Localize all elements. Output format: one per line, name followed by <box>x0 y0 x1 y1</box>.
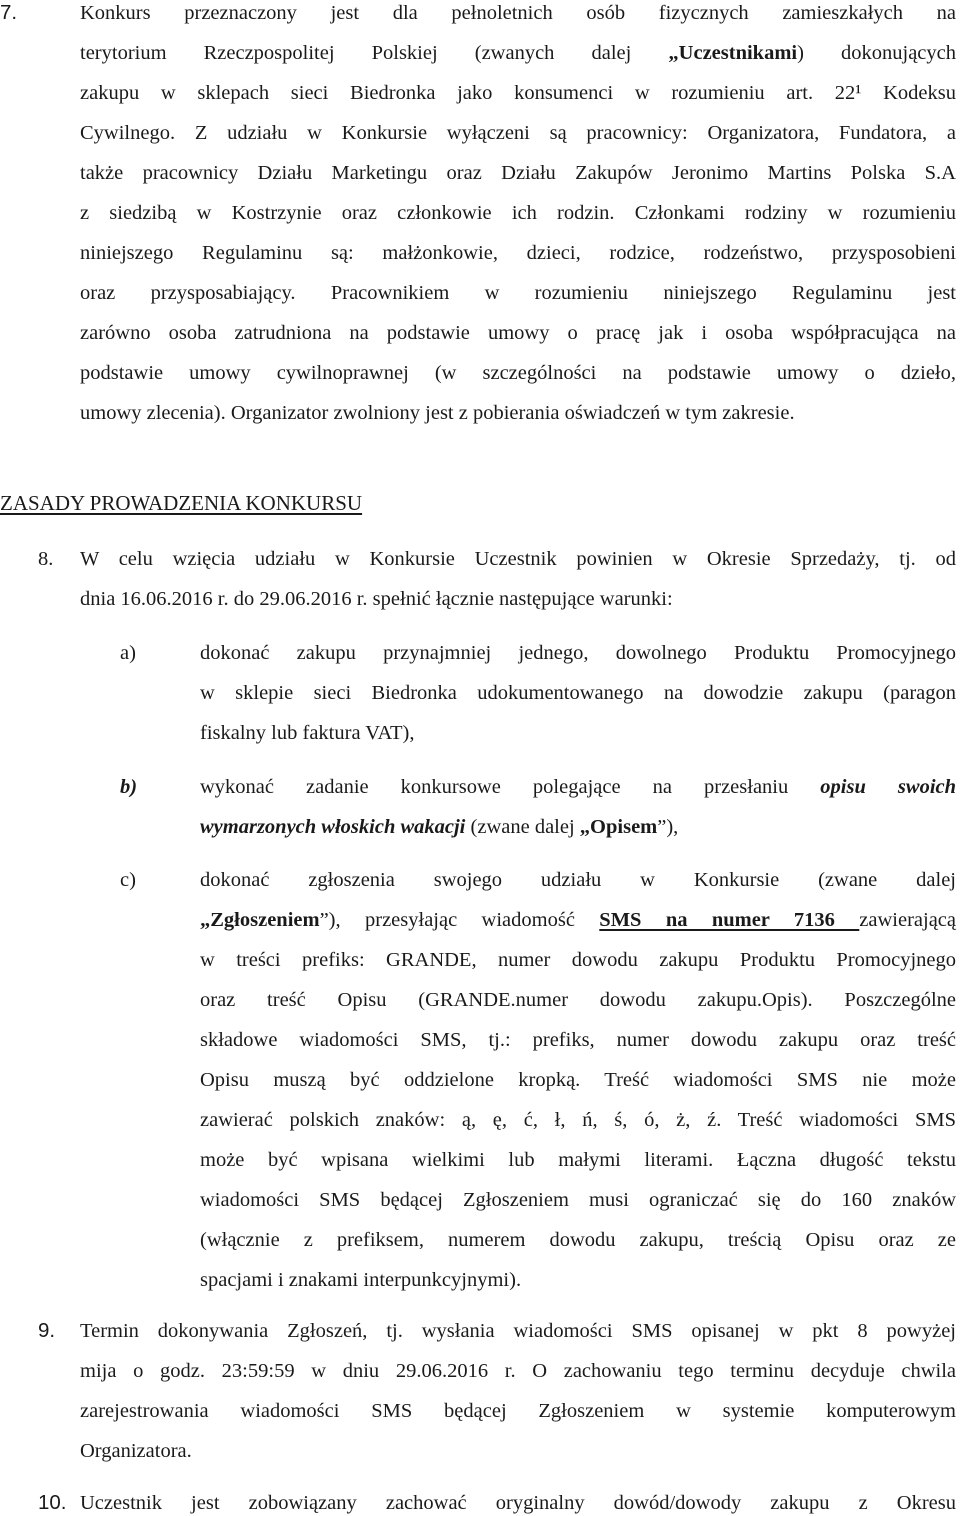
sms-number: SMS na numer 7136 <box>599 909 860 931</box>
section-7-number: 7. <box>0 1 18 24</box>
item-b-emphasis-1: opisu swoich <box>820 776 957 798</box>
section-heading: ZASADY PROWADZENIA KONKURSU <box>0 491 363 515</box>
item-c-line-10: (włącznie z prefiksem, numerem dowodu zakupu, treścią Opisu oraz ze <box>200 1229 956 1251</box>
section-9-line-1: Termin dokonywania Zgłoszeń, tj. wysłania wiadomości SMS opisanej w pkt 8 powyżej <box>80 1320 956 1342</box>
item-a-line-1: dokonać zakupu przynajmniej jednego, dowolnego Produktu Promocyjnego <box>200 642 956 664</box>
section-8-line-1: W celu wzięcia udziału w Konkursie Uczestnik powinien w Okresie Sprzedaży, tj. od <box>80 548 956 570</box>
section-7-line-10: podstawie umowy cywilnoprawnej (w szczególności na podstawie umowy o dzieło, <box>80 362 956 384</box>
section-10-line-1: Uczestnik jest zobowiązany zachować oryginalny dowód/dowody zakupu z Okresu <box>80 1492 956 1514</box>
item-b-line-1 <box>200 774 956 800</box>
item-c-line-6: Opisu muszą być oddzielone kropką. Treść wiadomości SMS nie może <box>200 1069 956 1091</box>
item-c-line-2-end: zawierającą <box>859 909 956 931</box>
section-8-number: 8. <box>38 548 54 570</box>
section-9-number: 9. <box>38 1319 56 1342</box>
item-a-label: a) <box>120 642 136 664</box>
item-c-line-5: składowe wiadomości SMS, tj.: prefiks, numer dowodu zakupu oraz treść <box>200 1029 956 1051</box>
item-a-line-2: w sklepie sieci Biedronka udokumentowanego na dowodzie zakupu (paragon <box>200 682 956 704</box>
item-b-label <box>120 774 137 800</box>
participants-term: „Uczestnikami <box>668 42 798 64</box>
section-8-line-2: dnia 16.06.2016 r. do 29.06.2016 r. spełnić łącznie następujące warunki: <box>80 588 673 610</box>
item-b-label-text: b) <box>120 776 138 798</box>
opis-term: „Opisem <box>579 816 658 838</box>
item-c-line-7: zawierać polskich znaków: ą, ę, ć, ł, ń, ś, ó, ż, ź. Treść wiadomości SMS <box>200 1109 956 1131</box>
item-c-line-9: wiadomości SMS będącej Zgłoszeniem musi ograniczać się do 160 znaków <box>200 1189 956 1211</box>
section-9-line-4: Organizatora. <box>80 1440 192 1462</box>
section-7-line-11: umowy zlecenia). Organizator zwolniony jest z pobierania oświadczeń w tym zakresie. <box>80 402 795 424</box>
section-7-line-9: zarówno osoba zatrudniona na podstawie umowy o pracę jak i osoba współpracująca na <box>80 322 956 344</box>
section-9-line-2: mija o godz. 23:59:59 w dniu 29.06.2016 r. O zachowaniu tego terminu decyduje chwila <box>80 1360 956 1382</box>
item-c-line-1: dokonać zgłoszenia swojego udziału w Konkursie (zwane dalej <box>200 869 956 891</box>
section-9-line-3: zarejestrowania wiadomości SMS będącej Zgłoszeniem w systemie komputerowym <box>80 1400 956 1422</box>
item-b-line-2-end: ”), <box>657 816 679 838</box>
item-a-line-3: fiskalny lub faktura VAT), <box>200 722 415 744</box>
item-b-line-2 <box>200 814 678 840</box>
item-b-line-2-text: (zwane dalej <box>465 816 580 838</box>
item-c-line-3: w treści prefiks: GRANDE, numer dowodu zakupu Produktu Promocyjnego <box>200 949 956 971</box>
section-7-line-5: także pracownicy Działu Marketingu oraz Działu Zakupów Jeronimo Martins Polska S.A <box>80 162 956 184</box>
section-7-line-8: oraz przysposabiający. Pracownikiem w rozumieniu niniejszego Regulaminu jest <box>80 282 956 304</box>
item-c-line-8: może być wpisana wielkimi lub małymi literami. Łączna długość tekstu <box>200 1149 956 1171</box>
section-7-line-2-text: terytorium Rzeczpospolitej Polskiej (zwanych dalej <box>80 42 669 64</box>
section-7-line-2-tail: ) dokonujących <box>797 42 957 64</box>
zgloszenie-term: „Zgłoszeniem <box>200 909 320 931</box>
item-c-line-4: oraz treść Opisu (GRANDE.numer dowodu zakupu.Opis). Poszczególne <box>200 989 956 1011</box>
item-b-line-1-text: wykonać zadanie konkursowe polegające na przesłaniu <box>200 776 821 798</box>
section-7-line-1: Konkurs przeznaczony jest dla pełnoletnich osób fizycznych zamieszkałych na <box>80 2 956 24</box>
section-7-line-7: niniejszego Regulaminu są: małżonkowie, dzieci, rodzice, rodzeństwo, przysposobieni <box>80 242 956 264</box>
item-c-line-11: spacjami i znakami interpunkcyjnymi). <box>200 1269 522 1291</box>
item-c-line-2-text: ”), przesyłając wiadomość <box>319 909 600 931</box>
section-7-line-2 <box>80 40 956 66</box>
section-7-line-6: z siedzibą w Kostrzynie oraz członkowie ich rodzin. Członkami rodziny w rozumieniu <box>80 202 956 224</box>
item-c-line-2 <box>200 907 956 933</box>
item-c-label: c) <box>120 869 136 891</box>
section-7-line-3: zakupu w sklepach sieci Biedronka jako konsumenci w rozumieniu art. 22¹ Kodeksu <box>80 82 956 104</box>
section-10-number: 10. <box>38 1491 67 1514</box>
item-b-emphasis-2: wymarzonych włoskich wakacji <box>200 816 466 838</box>
section-7-line-4: Cywilnego. Z udziału w Konkursie wyłączeni są pracownicy: Organizatora, Fundatora, a <box>80 122 956 144</box>
